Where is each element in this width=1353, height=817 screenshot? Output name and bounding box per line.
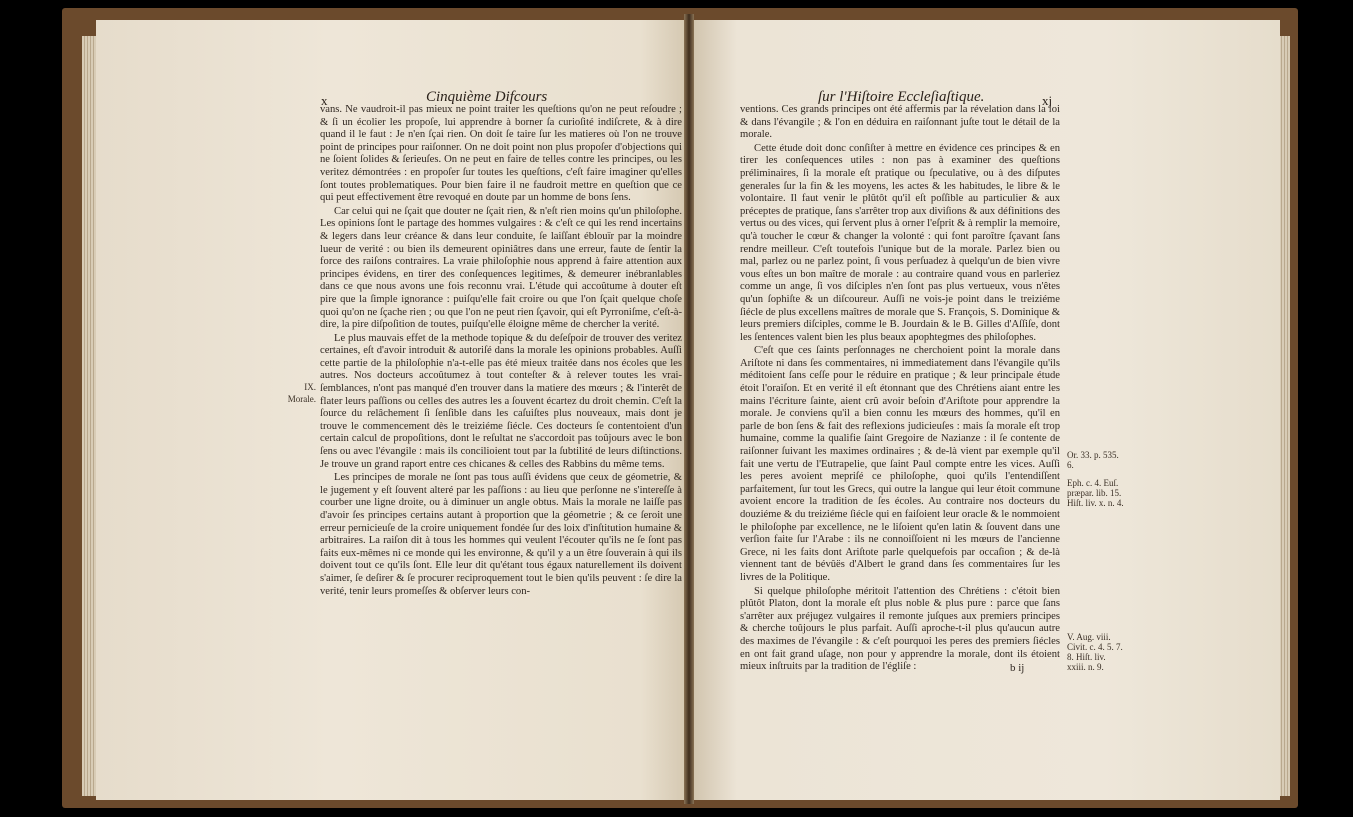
book-gutter [684,14,694,804]
margin-note: Or. 33. p. 535. 6. [1067,450,1119,470]
right-page-number: xj [1042,93,1053,108]
signature-mark: b ij [1010,662,1025,674]
paragraph: Cette étude doit donc conſiſter à mettre en évidence ces principes & en tirer les conſequences utiles : non pas à examiner des queſtions préliminaires, ſi la morale eſt pratique ou ſpeculative, ou à des diſputes generales ſur la fin & les moyens, les actes & les habitudes, le libre & le volontaire. Il faut venir le plûtôt qu'il eſt poſſible au particulier & aux préceptes de pratique, ſans s'arrêter trop aux diviſions & aux définitions des vertus ou des vices, qui ſervent plus à orner l'eſprit & à remplir la memoire, qu'à toucher le cœur & changer la volonté : qui font paroître ſçavant ſans rendre meilleur. C'eſt toutefois l'unique but de la morale. Parlez bien ou mal, parlez ou ne parlez point, ſi vous perſuadez à quelqu'un de bien vivre vous eſtes un bon maître de morale : au contraire quand vous en parleriez comme un ange, ſi vos diſciples n'en ſont pas plus vertueux, vous n'êtes qu'un ſophiſte & un diſcoureur. Auſſi ne vois-je point dans le treiziéme ſiécle de plus excellens maîtres de morale que S. François, S. Dominique & leurs premiers diſciples, comme le B. Jourdain & le B. Gilles d'Aſſiſe, dont les ſentences valent bien les plus beaux apophtegmes des philoſophes. [740,142,1060,343]
left-text-column [320,104,682,599]
paragraph: C'eſt que ces ſaints perſonnages ne cherchoient point la morale dans Ariſtote ni dans ſes commentaires, ni immediatement dans l'évangile qu'ils méditoient ſans ceſſe pour le réduire en pratique ; & leur principale étude étoit l'oraiſon. Et en verité il eſt étonnant que des Chrétiens aiant entre les mains l'écriture ſainte, aient crû avoir beſoin d'Ariſtote pour apprendre la morale. Je conviens qu'il a bien connu les mœurs des hommes, qu'il en parle de bon ſens & fait des reflexions judicieuſes : mais ſa morale eſt trop humaine, comme la qualifie ſaint Gregoire de Nazianze : il ſe contente de raiſonner ſuivant les maximes ordinaires ; & de-là vient par exemple qu'il fait une vertu de l'Eutrapelie, que ſaint Paul compte entre les vices. Auſſi les peres avoient mepriſé ce philoſophe, quoi qu'ils l'entendiſſent parfaitement, ſur tout les Grecs, qui outre la langue qui leur étoit commune avoient encore la tradition de ſes écoles. Au contraire nos docteurs du douziéme & du treiziéme ſiécle qui en faiſoient leur oracle & le nommoient le philoſophe par excellence, ne le liſoient qu'en latin & ſouvent dans une verſion faite ſur l'Arabe : ils ne connoiſſoient ni les mœurs de l'ancienne Grece, ni les faits dont Ariſtote parle quelquefois par occaſion ; & de-là viennent tant de bévûës d'Albert le grand dans ſes commentaires ſur les livres de la Politique. [740,345,1060,583]
paragraph: Le plus mauvais effet de la methode topique & du deſeſpoir de trouver des veritez certaines, eſt d'avoir introduit & autoriſé dans la morale les opinions probables. Auſſi cette partie de la philoſophie n'a-t-elle pas été mieux traitée dans nos écoles que les autres. Nos docteurs accoûtumez à tout conteſter & à relever toutes les vrai-ſemblances, n'ont pas manqué d'en trouver dans la matiere des mœurs ; & l'interêt de flater leurs paſſions ou celles des autres les a ſouvent écartez du droit chemin. C'eſt la ſource du relâchement ſi ſenſible dans les caſuiſtes plus nouveaux, mais dont je trouve le commencement dès le treiziéme ſiécle. Ces docteurs ſe contentoient d'un certain calcul de propoſitions, dont le reſultat ne s'accordoit pas toûjours avec le bon ſens ou avec l'évangile : mais ils concilioient tout par la ſubtilité de leurs diſtinctions. Je trouve un grand raport entre ces chicanes & celles des Rabbins du même tems. [320,332,682,470]
left-running-title: Cinquième Difcours [426,89,548,105]
margin-note-number: IX. [304,382,316,392]
margin-note-label: Morale. [287,394,316,404]
paragraph: Les principes de morale ne ſont pas tous auſſi évidens que ceux de géometrie, & le jugement y eſt ſouvent alteré par les paſſions : au lieu que perſonne ne s'intereſſe à courber une ligne droite, ou à diminuer un angle obtus. Mais la morale ne laiſſe pas d'avoir ſes principes certains autant à proportion que la géometrie ; & ce ſeroit une erreur pernicieuſe de la croire uniquement fondée ſur des loix d'inſtitution humaine & arbitraires. La raiſon dit à tous les hommes qui veulent l'écouter qu'ils ne ſe ſont pas faits eux-mêmes ni ce monde qui les environne, & qu'il y a un être ſouverain à qui ils doivent tout ce qu'ils ſont. Elle leur dit qu'étant tous égaux naturellement ils doivent s'aimer, ſe deſirer & ſe procurer reciproquement tout le bien qu'ils peuvent : ſe dire la verité, tenir leurs promeſſes & obſerver leurs con- [320,472,682,597]
paragraph: Si quelque philoſophe méritoit l'attention des Chrétiens : c'étoit bien plûtôt Platon, dont la morale eſt plus noble & plus pure : parce que ſans s'arrêter aux préjugez vulgaires il remonte juſques aux premiers principes & cherche toûjours le plus parfait. Auſſi aproche-t-il plus qu'aucun autre des maximes de l'évangile : & c'eſt pourquoi les peres des premiers ſiécles en ont fait grand uſage, non pour y apprendre la morale, dont ils étoient mieux inſtruits par la tradition de l'égliſe : [740,585,1060,673]
margin-note: Eph. c. 4. Euſ. præpar. lib. 15. Hiſt. liv. x. n. 4. [1067,478,1124,508]
right-page [690,20,1280,800]
left-page [96,20,688,800]
left-page-number: x [321,93,328,108]
paragraph: vans. Ne vaudroit-il pas mieux ne point traiter les queſtions qu'on ne peut reſoudre ; & ſi un écolier les propoſe, lui apprendre à borner ſa curioſité indiſcrete, & à dire quand il le faut : Je n'en ſçai rien. On doit ſe taire ſur les matieres où l'on ne trouve point de principes pour raiſonner. On ne doit point non plus propoſer d'objections qui ne ſoient ſolides & ſerieuſes. On ne peut en faire de telles contre les principes, ou les veritez démontrées : en propoſer ſur toutes les queſtions, c'eſt faire imaginer qu'elles ſont toutes problematiques. Pour bien faire il ne faudroit mettre en queſtion que ce qui peut effectivement être revoqué en doute par un homme de bons ſens. [320,104,682,204]
margin-note: V. Aug. viii. Civit. c. 4. 5. 7. 8. Hiſt. liv. xxiii. n. 9. [1067,632,1123,672]
paragraph: ventions. Ces grands principes ont été affermis par la révelation dans la loi & dans l'évangile ; & l'on en déduira en raiſonnant juſte tout le détail de la morale. [740,104,1060,141]
right-text-column [740,104,1060,675]
paragraph: Car celui qui ne ſçait que douter ne ſçait rien, & n'eſt rien moins qu'un philoſophe. Les opinions ſont le partage des hommes vulgaires : & c'eſt ce qui les rend incertains & legers dans leur créance & dans leur conduite, ſe laiſſant éblouïr par la moindre lueur de verité : ou bien ils demeurent opiniâtres dans une erreur, faute de ſentir la force des raiſons contraires. La vraie philoſophie nous apprend à faire attention aux principes évidens, en tirer des conſequences legitimes, & demeurer inébranlables dans ce que nous avons une fois reconnu vrai. L'étude qui accoûtume à douter eſt pire que la ſimple ignorance : puiſqu'elle fait croire ou que l'on ſçait quelque choſe quoi qu'on ne ſçache rien ; ou que l'on ne peut rien ſçavoir, qui eſt Pyrroniſme, c'eſt-à-dire, la pire diſpoſition de toutes, puiſqu'elle éloigne même de chercher la verité. [320,205,682,331]
right-running-title: ſur l'Hiſtoire Eccleſiaſtique. [818,89,985,105]
